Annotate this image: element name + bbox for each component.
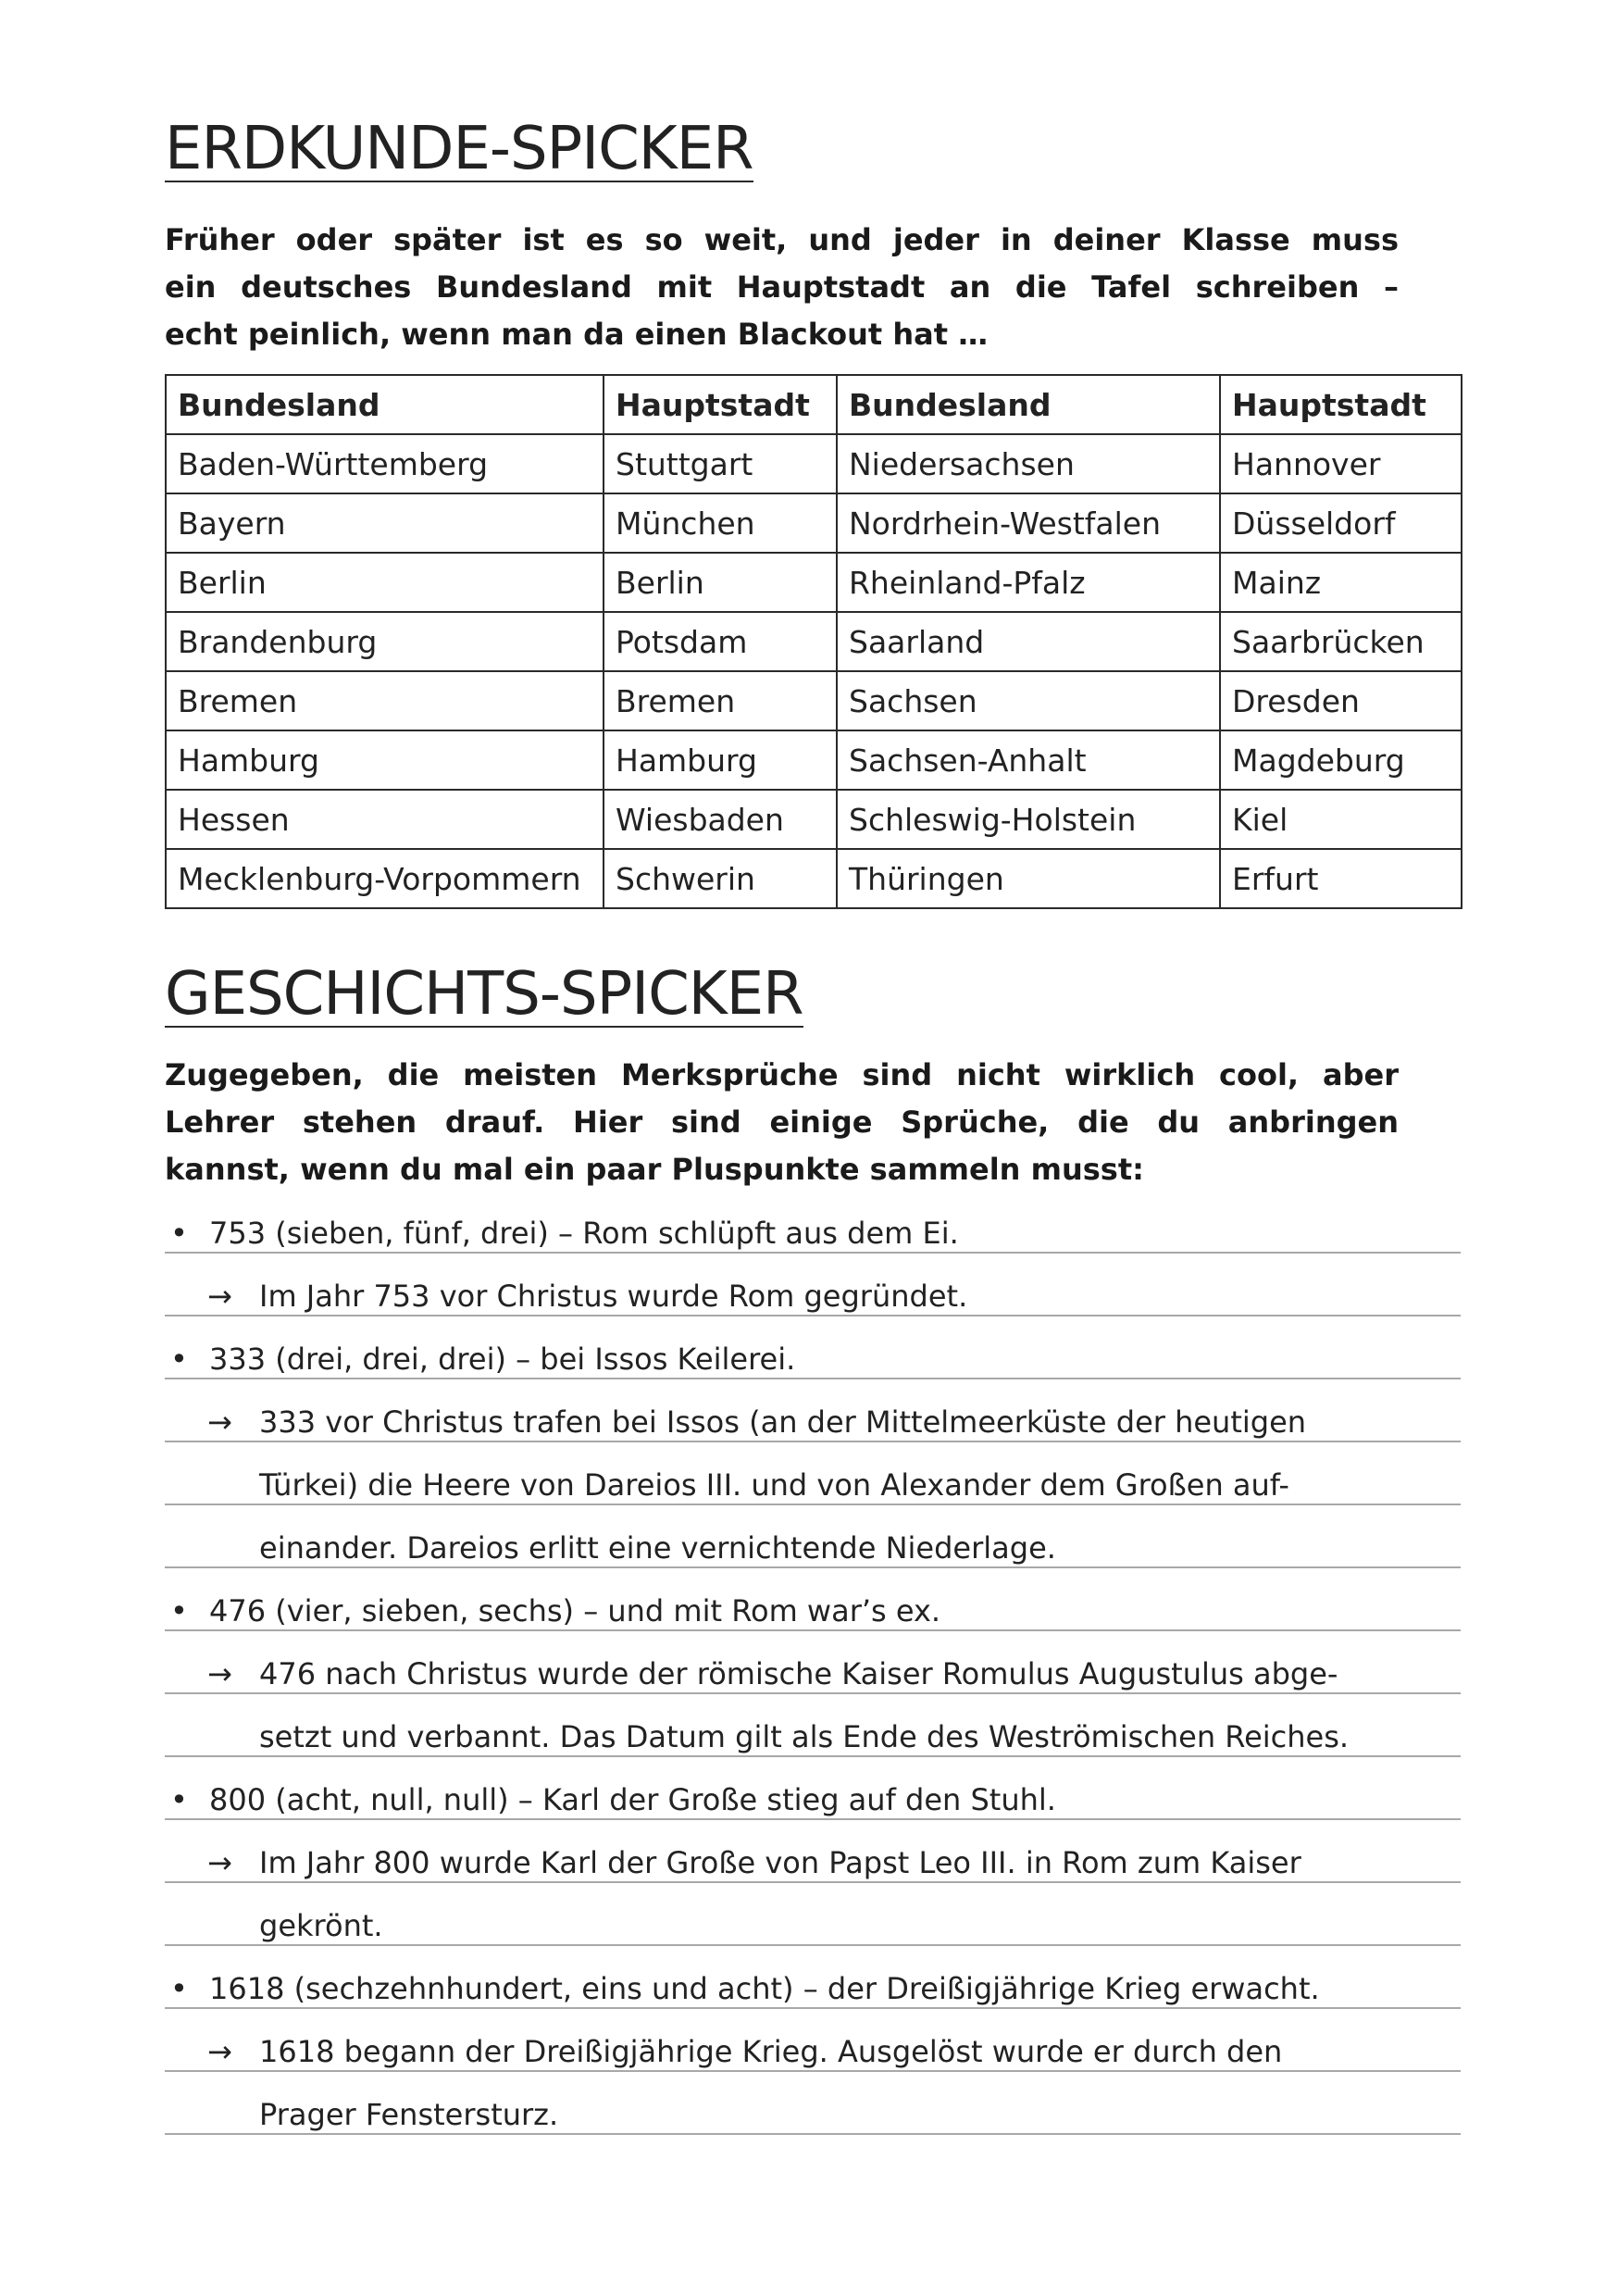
header-hauptstadt: Hauptstadt <box>604 375 837 434</box>
cell-bundesland: Baden-Württemberg <box>166 434 604 493</box>
cell-hauptstadt: Berlin <box>604 553 837 612</box>
cell-hauptstadt: Saarbrücken <box>1220 612 1462 671</box>
cell-bundesland: Sachsen-Anhalt <box>837 730 1220 790</box>
explanation-text: Im Jahr 753 vor Christus wurde Rom gegründet. <box>259 1279 968 1314</box>
cell-hauptstadt: Erfurt <box>1220 849 1462 908</box>
list-item-mnemonic <box>165 1191 1461 1254</box>
mnemonic-list <box>165 1191 1461 2135</box>
cell-bundesland: Hamburg <box>166 730 604 790</box>
list-item-mnemonic <box>165 1568 1461 1631</box>
list-item-mnemonic <box>165 1757 1461 1820</box>
list-item-explanation <box>165 1631 1461 1694</box>
list-item-mnemonic <box>165 1316 1461 1379</box>
mnemonic-text: 753 (sieben, fünf, drei) – Rom schlüpft aus dem Ei. <box>209 1216 959 1251</box>
cell-hauptstadt: Hamburg <box>604 730 837 790</box>
cell-hauptstadt: Hannover <box>1220 434 1462 493</box>
cell-hauptstadt: Wiesbaden <box>604 790 837 849</box>
cell-bundesland: Schleswig-Holstein <box>837 790 1220 849</box>
intro-line: Lehrer stehen drauf. Hier sind einige Sprüche, die du anbringen <box>165 1104 1399 1140</box>
bullet-icon: • <box>170 1782 188 1817</box>
erdkunde-intro <box>165 217 1399 358</box>
cell-hauptstadt: Mainz <box>1220 553 1462 612</box>
table-row <box>166 493 1462 553</box>
explanation-continuation <box>165 1505 1461 1568</box>
cell-bundesland: Berlin <box>166 553 604 612</box>
explanation-text: einander. Dareios erlitt eine vernichtende Niederlage. <box>259 1530 1056 1566</box>
explanation-text: 333 vor Christus trafen bei Issos (an der Mittelmeerküste der heutigen <box>259 1404 1307 1440</box>
erdkunde-title: ERDKUNDE-SPICKER <box>165 115 753 183</box>
cell-bundesland: Nordrhein-Westfalen <box>837 493 1220 553</box>
cell-bundesland: Bremen <box>166 671 604 730</box>
bullet-icon: • <box>170 1341 188 1377</box>
table-row <box>166 730 1462 790</box>
mnemonic-text: 800 (acht, null, null) – Karl der Große stieg auf den Stuhl. <box>209 1782 1056 1817</box>
table-row <box>166 612 1462 671</box>
cell-hauptstadt: Düsseldorf <box>1220 493 1462 553</box>
geschichte-title: GESCHICHTS-SPICKER <box>165 960 803 1029</box>
explanation-text: Prager Fenstersturz. <box>259 2097 559 2132</box>
cell-hauptstadt: Magdeburg <box>1220 730 1462 790</box>
table-row <box>166 671 1462 730</box>
arrow-right-icon: → <box>207 1656 232 1691</box>
explanation-text: gekrönt. <box>259 1908 383 1943</box>
intro-line: Früher oder später ist es so weit, und jeder in deiner Klasse muss <box>165 222 1399 257</box>
cell-hauptstadt: Bremen <box>604 671 837 730</box>
arrow-right-icon: → <box>207 1279 232 1314</box>
bullet-icon: • <box>170 1593 188 1628</box>
arrow-right-icon: → <box>207 1404 232 1440</box>
explanation-text: 476 nach Christus wurde der römische Kaiser Romulus Augustulus abge- <box>259 1656 1338 1691</box>
mnemonic-text: 1618 (sechzehnhundert, eins und acht) – der Dreißigjährige Krieg erwacht. <box>209 1971 1320 2006</box>
table-row <box>166 849 1462 908</box>
states-capitals-table <box>165 374 1462 909</box>
table-row <box>166 790 1462 849</box>
explanation-continuation <box>165 1883 1461 1946</box>
explanation-text: 1618 begann der Dreißigjährige Krieg. Ausgelöst wurde er durch den <box>259 2034 1283 2069</box>
cell-bundesland: Hessen <box>166 790 604 849</box>
cell-bundesland: Brandenburg <box>166 612 604 671</box>
cell-hauptstadt: Dresden <box>1220 671 1462 730</box>
cell-bundesland: Sachsen <box>837 671 1220 730</box>
explanation-text: Im Jahr 800 wurde Karl der Große von Papst Leo III. in Rom zum Kaiser <box>259 1845 1301 1880</box>
intro-line: echt peinlich, wenn man da einen Blackout hat … <box>165 317 989 352</box>
explanation-continuation <box>165 1694 1461 1757</box>
list-item-explanation <box>165 1820 1461 1883</box>
list-item-explanation <box>165 1254 1461 1316</box>
list-item-explanation <box>165 2009 1461 2072</box>
bullet-icon: • <box>170 1971 188 2006</box>
arrow-right-icon: → <box>207 1845 232 1880</box>
cell-hauptstadt: Schwerin <box>604 849 837 908</box>
cell-hauptstadt: Stuttgart <box>604 434 837 493</box>
header-bundesland: Bundesland <box>166 375 604 434</box>
cell-bundesland: Saarland <box>837 612 1220 671</box>
table-row <box>166 434 1462 493</box>
header-bundesland: Bundesland <box>837 375 1220 434</box>
explanation-text: setzt und verbannt. Das Datum gilt als Ende des Weströmischen Reiches. <box>259 1719 1350 1754</box>
list-item-explanation <box>165 1379 1461 1442</box>
cell-bundesland: Bayern <box>166 493 604 553</box>
cell-hauptstadt: Potsdam <box>604 612 837 671</box>
table-row <box>166 553 1462 612</box>
explanation-text: Türkei) die Heere von Dareios III. und von Alexander dem Großen auf- <box>259 1467 1289 1503</box>
explanation-continuation <box>165 2072 1461 2135</box>
geschichte-intro <box>165 1052 1399 1193</box>
intro-line: ein deutsches Bundesland mit Hauptstadt an die Tafel schreiben – <box>165 269 1399 305</box>
cell-hauptstadt: Kiel <box>1220 790 1462 849</box>
mnemonic-text: 333 (drei, drei, drei) – bei Issos Keilerei. <box>209 1341 796 1377</box>
bullet-icon: • <box>170 1216 188 1251</box>
cell-bundesland: Thüringen <box>837 849 1220 908</box>
cell-bundesland: Rheinland-Pfalz <box>837 553 1220 612</box>
cell-bundesland: Niedersachsen <box>837 434 1220 493</box>
arrow-right-icon: → <box>207 2034 232 2069</box>
intro-line: kannst, wenn du mal ein paar Pluspunkte sammeln musst: <box>165 1152 1144 1187</box>
mnemonic-text: 476 (vier, sieben, sechs) – und mit Rom war’s ex. <box>209 1593 941 1628</box>
cell-bundesland: Mecklenburg-Vorpommern <box>166 849 604 908</box>
header-hauptstadt: Hauptstadt <box>1220 375 1462 434</box>
cell-hauptstadt: München <box>604 493 837 553</box>
table-header-row <box>166 375 1462 434</box>
explanation-continuation <box>165 1442 1461 1505</box>
list-item-mnemonic <box>165 1946 1461 2009</box>
intro-line: Zugegeben, die meisten Merksprüche sind nicht wirklich cool, aber <box>165 1057 1399 1092</box>
